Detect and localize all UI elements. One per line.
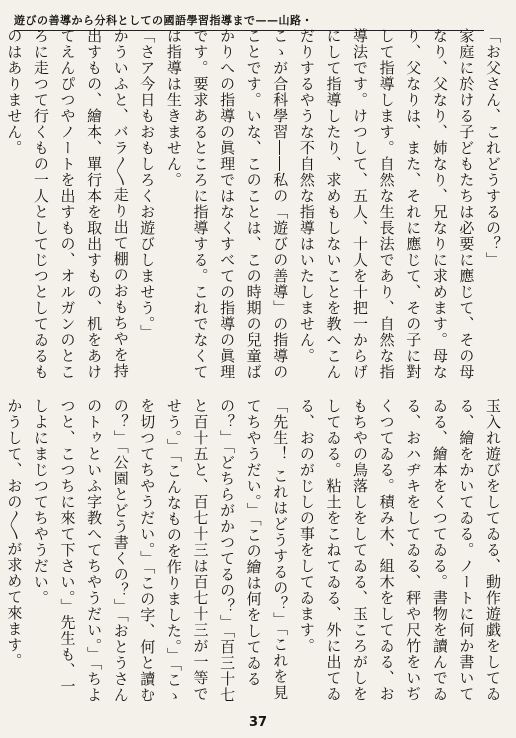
lower-vertical-text [5,398,506,708]
paragraph [0,398,1,708]
upper-text-block [5,28,506,388]
paragraph: かういふと、バラ〳〵走り出て棚のおもちやを持出すもの、繪本、單行本を取出すもの、机をあけてえんぴつやノートを出すもの、オルガンのところに走つて行くもの一人としてじつとしてゐるものはありません。 [5,28,130,380]
paragraph: 家庭に於ける子どもたちは必要に應じて、その母なり、父なり、姉なり、兄なりに求めます。母なり、父なりは、また、それに應じて、その子に對して指導します。自然な生長法であり、自然な指導法です。けつして、五人、十人を十把一からげにして指導したり、求めもしないことを教へこんだりするやうな不自然な指導はいたしません。 [297,28,476,380]
paragraph: かうして、おの〳〵が求めて來ます。 [5,398,24,669]
paragraph: こゝが合科學習――私の「遊びの善導」の指導のことです。いな、このことは、この時期の兒童ばかりへの指導の眞理ではなくすべての指導の眞理です。要求あるところに指導する。これでなくては指導は生きません。 [164,28,290,380]
paragraph: 「お父さん、これどうするの？」 [484,28,502,268]
page-number: 37 [248,715,268,730]
paragraph [0,28,1,388]
paragraph: 「さア今日もおもしろくお遊びしませう。」 [138,28,157,341]
running-head: 遊びの善導から分科としての國語學習指導まで——山路・ [14,12,484,31]
paragraph: 玉入れ遊びをしてゐる、動作遊戯をしてゐる、繪をかいてゐる。ノートに何か書いてゐる、繪本をくつてゐる。書物を讀んでゐる、おハヂキをしてゐる、秤や尺竹をいぢくつてゐる。積み木、組木をしてゐる、おもちやの鳥落しをしてゐる、玉ころがしをしてゐる。粘土をこねてゐる、外に出てゐる、おのがじしの事をしてゐます。 [297,398,502,702]
paragraph: 「先生！ これはどうするの？」「これを見てちやうだい。」「この繪は何をしてゐるの？」「どちらがかつてるの？」「百三十七と百十五と、百七十三は百七十三が一等でせう。」「こんなものを作りました。」「こゝを切つてちやうだい。」「この字、何と讀むの？」「公園とどう書くの？」「おとうさんのトゥといふ字教へてちやうだい。」「ちよつと、こつちに來て下さい。」先生も、一しよにまじつてちやうだい。 [31,398,290,704]
upper-vertical-text [5,28,506,388]
lower-text-block [5,398,506,708]
